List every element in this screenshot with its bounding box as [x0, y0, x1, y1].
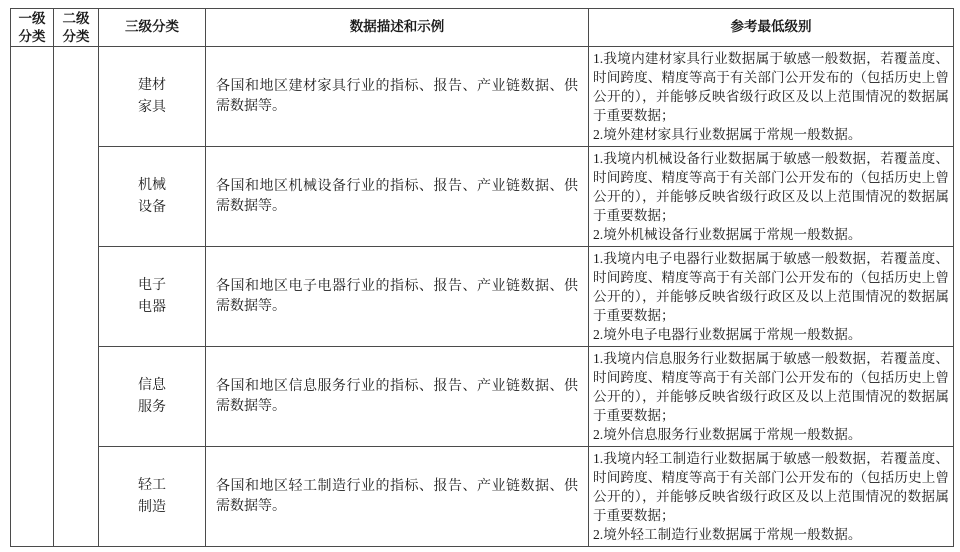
description-cell: [206, 447, 589, 547]
reference-cell: [589, 247, 954, 347]
reference-cell: [589, 147, 954, 247]
category-cell: [99, 147, 206, 247]
category-cell: [99, 347, 206, 447]
table-row-electronics-appliances: [11, 247, 954, 347]
header-reference: 参考最低级别: [589, 9, 954, 47]
description-cell: [206, 247, 589, 347]
header-level1-label: 一级分类: [18, 11, 46, 44]
reference-item-2: 2.境外建材家具行业数据属于常规一般数据。: [593, 127, 862, 143]
category-label: 机械设备: [138, 177, 166, 215]
classification-table: [10, 8, 954, 547]
category-cell: [99, 447, 206, 547]
header-level2-label: 二级分类: [62, 11, 90, 44]
header-level2: [54, 9, 99, 47]
reference-item-2: 2.境外信息服务行业数据属于常规一般数据。: [593, 427, 862, 443]
table-row-information-services: [11, 347, 954, 447]
reference-cell: [589, 47, 954, 147]
category-label: 轻工制造: [138, 477, 166, 515]
table-row-building-materials-furniture: [11, 47, 954, 147]
header-level1: [11, 9, 54, 47]
category-cell: [99, 47, 206, 147]
description-text: 各国和地区信息服务行业的指标、报告、产业链数据、供需数据等。: [216, 379, 578, 414]
reference-item-1: 1.我境内轻工制造行业数据属于敏感一般数据，若覆盖度、时间跨度、精度等高于有关部门公开发布的（包括历史上曾公开的），并能够反映省级行政区及以上范围情况的数据属于重要数据；: [593, 451, 949, 524]
reference-item-1: 1.我境内信息服务行业数据属于敏感一般数据，若覆盖度、时间跨度、精度等高于有关部门公开发布的（包括历史上曾公开的），并能够反映省级行政区及以上范围情况的数据属于重要数据；: [593, 351, 949, 424]
level2-merged-cell: [54, 47, 99, 547]
table-row-machinery-equipment: [11, 147, 954, 247]
description-text: 各国和地区建材家具行业的指标、报告、产业链数据、供需数据等。: [216, 79, 578, 114]
reference-item-1: 1.我境内机械设备行业数据属于敏感一般数据，若覆盖度、时间跨度、精度等高于有关部门公开发布的（包括历史上曾公开的），并能够反映省级行政区及以上范围情况的数据属于重要数据；: [593, 151, 949, 224]
description-cell: [206, 147, 589, 247]
description-text: 各国和地区电子电器行业的指标、报告、产业链数据、供需数据等。: [216, 279, 578, 314]
reference-item-2: 2.境外轻工制造行业数据属于常规一般数据。: [593, 527, 862, 543]
reference-item-1: 1.我境内建材家具行业数据属于敏感一般数据，若覆盖度、时间跨度、精度等高于有关部门公开发布的（包括历史上曾公开的），并能够反映省级行政区及以上范围情况的数据属于重要数据；: [593, 51, 949, 124]
reference-cell: [589, 447, 954, 547]
level1-merged-cell: [11, 47, 54, 547]
category-label: 建材家具: [138, 77, 166, 115]
description-cell: [206, 47, 589, 147]
description-text: 各国和地区轻工制造行业的指标、报告、产业链数据、供需数据等。: [216, 479, 578, 514]
reference-item-1: 1.我境内电子电器行业数据属于敏感一般数据，若覆盖度、时间跨度、精度等高于有关部门公开发布的（包括历史上曾公开的），并能够反映省级行政区及以上范围情况的数据属于重要数据；: [593, 251, 949, 324]
header-description: 数据描述和示例: [206, 9, 589, 47]
category-label: 信息服务: [138, 377, 166, 415]
description-text: 各国和地区机械设备行业的指标、报告、产业链数据、供需数据等。: [216, 179, 578, 214]
category-cell: [99, 247, 206, 347]
reference-cell: [589, 347, 954, 447]
header-row: [11, 9, 954, 47]
table-body: [11, 47, 954, 547]
reference-item-2: 2.境外机械设备行业数据属于常规一般数据。: [593, 227, 862, 243]
table-header: [11, 9, 954, 47]
description-cell: [206, 347, 589, 447]
category-label: 电子电器: [138, 277, 166, 315]
header-level3: 三级分类: [99, 9, 206, 47]
reference-item-2: 2.境外电子电器行业数据属于常规一般数据。: [593, 327, 862, 343]
table-row-light-industry-manufacturing: [11, 447, 954, 547]
